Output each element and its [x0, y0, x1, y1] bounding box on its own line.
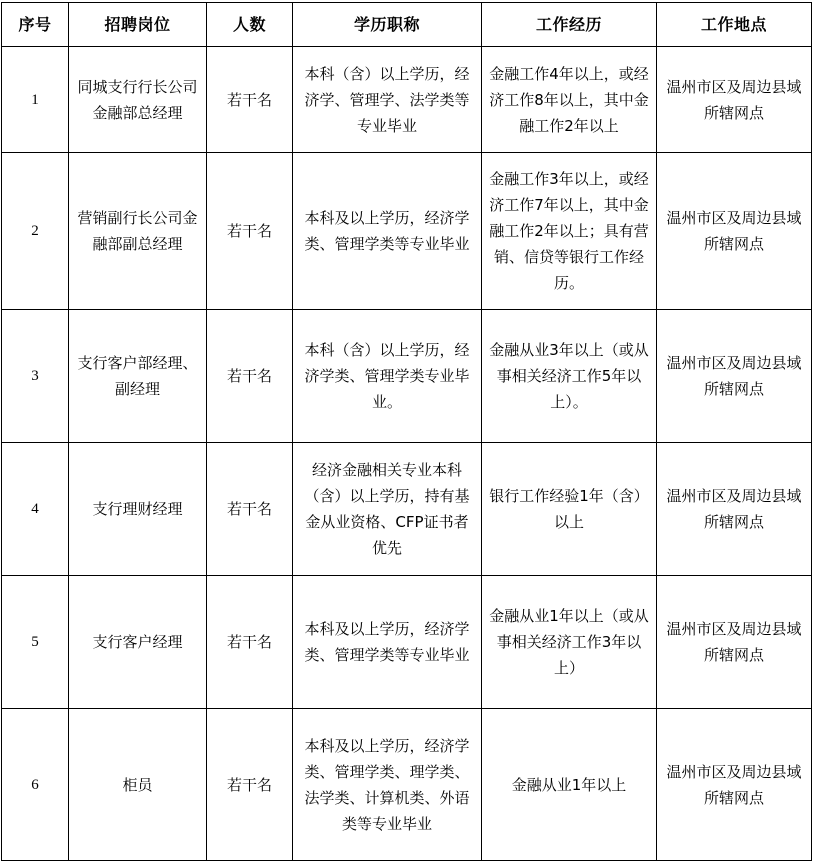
row-education: 经济金融相关专业本科（含）以上学历，持有基金从业资格、CFP证书者优先	[293, 443, 482, 576]
header-position: 招聘岗位	[69, 3, 207, 47]
table-row	[2, 576, 812, 709]
header-count: 人数	[207, 3, 293, 47]
row-education: 本科及以上学历，经济学类、管理学类、理学类、法学类、计算机类、外语类等专业毕业	[293, 709, 482, 861]
row-experience: 金融从业1年以上（或从事相关经济工作3年以上）	[482, 576, 657, 709]
row-location: 温州市区及周边县域所辖网点	[657, 153, 812, 310]
row-count: 若干名	[207, 576, 293, 709]
row-location: 温州市区及周边县域所辖网点	[657, 47, 812, 153]
row-education: 本科及以上学历，经济学类、管理学类等专业毕业	[293, 153, 482, 310]
row-location: 温州市区及周边县域所辖网点	[657, 576, 812, 709]
row-experience: 金融工作4年以上，或经济工作8年以上，其中金融工作2年以上	[482, 47, 657, 153]
row-index: 6	[2, 709, 69, 861]
row-count: 若干名	[207, 709, 293, 861]
row-position: 同城支行行长公司金融部总经理	[69, 47, 207, 153]
row-education: 本科（含）以上学历，经济学类、管理学类专业毕业。	[293, 310, 482, 443]
row-position: 柜员	[69, 709, 207, 861]
row-position: 支行客户经理	[69, 576, 207, 709]
header-education: 学历职称	[293, 3, 482, 47]
table-row	[2, 709, 812, 861]
table-header	[2, 3, 812, 47]
header-experience: 工作经历	[482, 3, 657, 47]
row-index: 4	[2, 443, 69, 576]
table-row	[2, 443, 812, 576]
table-body	[2, 47, 812, 861]
row-count: 若干名	[207, 310, 293, 443]
row-experience: 金融从业1年以上	[482, 709, 657, 861]
row-position: 支行客户部经理、副经理	[69, 310, 207, 443]
row-count: 若干名	[207, 443, 293, 576]
row-position: 营销副行长公司金融部副总经理	[69, 153, 207, 310]
row-count: 若干名	[207, 47, 293, 153]
table-row	[2, 310, 812, 443]
row-count: 若干名	[207, 153, 293, 310]
row-experience: 金融工作3年以上，或经济工作7年以上，其中金融工作2年以上；具有营销、信贷等银行工作经历。	[482, 153, 657, 310]
table-row	[2, 153, 812, 310]
row-index: 1	[2, 47, 69, 153]
row-position: 支行理财经理	[69, 443, 207, 576]
row-experience: 金融从业3年以上（或从事相关经济工作5年以上）。	[482, 310, 657, 443]
header-location: 工作地点	[657, 3, 812, 47]
header-index: 序号	[2, 3, 69, 47]
header-row	[2, 3, 812, 47]
row-index: 3	[2, 310, 69, 443]
row-location: 温州市区及周边县域所辖网点	[657, 310, 812, 443]
row-experience: 银行工作经验1年（含）以上	[482, 443, 657, 576]
row-education: 本科（含）以上学历，经济学、管理学、法学类等专业毕业	[293, 47, 482, 153]
recruitment-table	[1, 2, 812, 861]
row-index: 5	[2, 576, 69, 709]
row-location: 温州市区及周边县域所辖网点	[657, 709, 812, 861]
table-row	[2, 47, 812, 153]
row-index: 2	[2, 153, 69, 310]
row-education: 本科及以上学历，经济学类、管理学类等专业毕业	[293, 576, 482, 709]
row-location: 温州市区及周边县域所辖网点	[657, 443, 812, 576]
